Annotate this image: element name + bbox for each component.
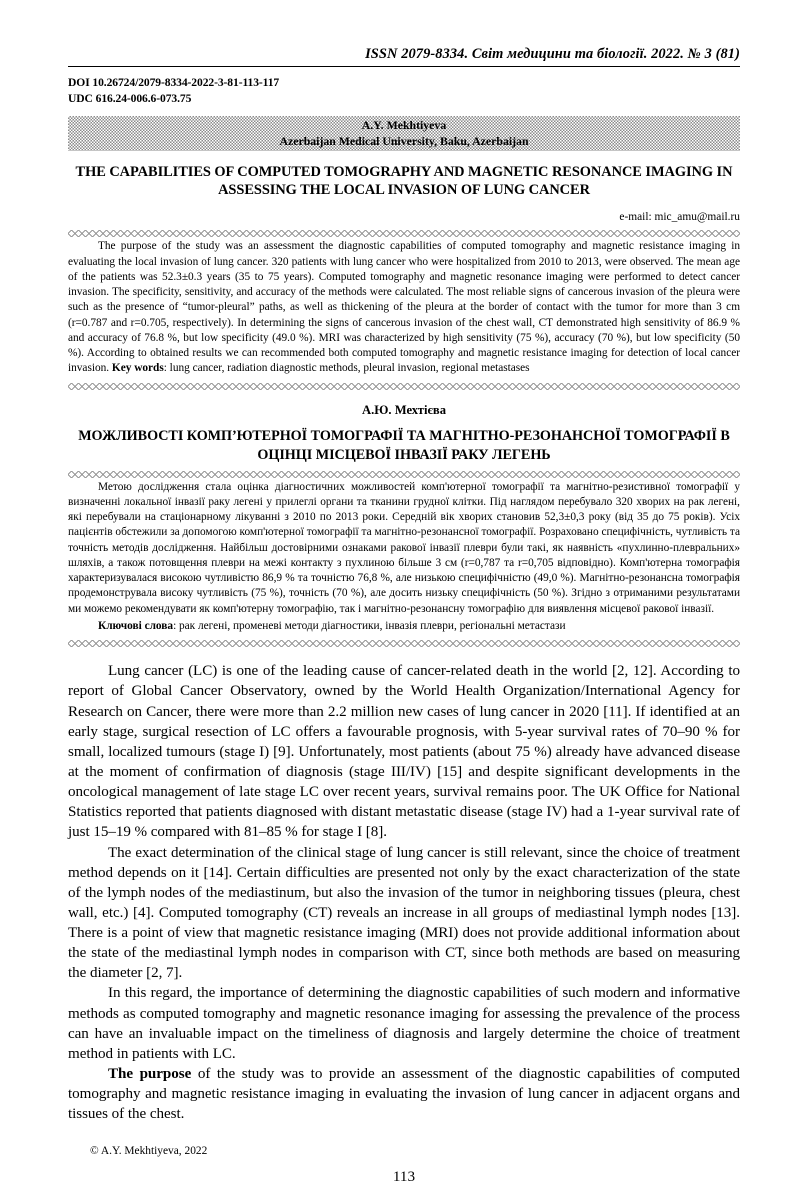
- purpose-label: The purpose: [108, 1066, 192, 1083]
- keywords-ua: : рак легені, променеві методи діагностики, інвазія плеври, регіональні метастази: [173, 619, 566, 632]
- body-paragraph-1: Lung cancer (LC) is one of the leading cause of cancer-related death in the world [2, 12]. According to report of Global Cancer Observatory, owned by the World Health Organization/International Agency for Research on Cancer, there were more than 2.2 million new cases of lung cancer in 2020 [11]. If identified at an early stage, surgical resection of LC offers a favourable prognosis, with 5-year survival rates of 70–90 % for small, localized tumours (stage I) [9]. Unfortunately, most patients (about 75 %) already have advanced disease at the moment of confirmation of diagnosis (stage III/IV) [15] and despite significant developments in the oncological management of late stage LC over recent years, survival remains poor. The UK Office for National Statistics reported that patients diagnosed with distant metastatic disease (stage IV) had a 1-year survival rate of just 15–19 % compared with 81–85 % for stage I [8].: [68, 663, 740, 841]
- running-head-issn: ISSN 2079-8334. Світ медицини та біології. 2022. № 3 (81): [365, 46, 740, 62]
- keywords-en: : lung cancer, radiation diagnostic methods, pleural invasion, regional metastases: [163, 362, 530, 375]
- identifier-block: [68, 75, 740, 107]
- zigzag-separator-bottom-en: [68, 383, 740, 390]
- abstract-ua: Метою дослідження стала оцінка діагностичних можливостей комп'ютерної томографії та магнітно-резистивної томографії у визначенні локальної інвазії раку легені у прилеглі органи та тканини грудної клітки. Під наглядом перебувало 320 хворих на рак легені, які перебували на стаціонарному лікуванні з 2010 по 2013 роки. Середній вік хворих становив 52,3±0,3 року (від 35 до 75 років). Усіх пацієнтів обстежили за допомогою комп'ютерної томографії та магнітно-резонансної томографії. Розраховано специфічність, чутливість та точність методів дослідження. Найбільш достовірними ознаками ракової інвазії плеври були такі, як наявність «пухлинно-плевральних» шляхів, а також потовщення плеври на межі контакту з пухлиною більше 3 см (r=0,787 та r=0,705 відповідно). Комп'ютерна томографія характеризувалася високою чутливістю 86,9 % та точністю 76,8 %, але низькою специфічністю (49,0 %). Магнітно-резонансна томографія продемонструвала високу чутливість (75 %), точність (70 %), але досить низьку специфічність (50 %). Згідно з отриманими результатами ми можемо рекомендувати як комп'ютерну томографію, так і магнітно-резонансну томографію для виявлення місцевої ракової інвазії.: [68, 480, 740, 615]
- abstract-en-text: The purpose of the study was an assessment the diagnostic capabilities of computed tomography and magnetic resistance imaging in evaluating the local invasion of lung cancer. 320 patients with lung cancer who were hospitalized from 2010 to 2013, were observed. The mean age of the patients was 52.3±0.3 years (35 to 75 years). Computed tomography and magnetic resonance imaging were performed to detect cancer invasion. The specificity, sensitivity, and accuracy of the methods were calculated. The most reliable signs of cancerous invasion of the pleura were such as the presence of “tumor-pleural” paths, as well as thickening of the pleura at the border of contact with the tumor for more than 3 cm (r=0.787 and r=0.705, respectively). In determining the signs of cancerous invasion of the chest wall, CT demonstrated high sensitivity of 86.9 % and accuracy of 76.8 %, but low specificity (49.0 %). MRI was characterized by high sensitivity (75 %), accuracy (70 %), but low specificity (50 %). According to obtained results we can recommended both computed tomography and magnetic resistance imaging for detection of local cancer invasion.: [68, 240, 740, 375]
- copyright-line: © A.Y. Mekhtiyeva, 2022: [90, 1145, 208, 1158]
- affiliation-en: Azerbaijan Medical University, Baku, Azerbaijan: [279, 134, 529, 149]
- keywords-label-ua: Ключові слова: [98, 619, 174, 632]
- zigzag-separator-top-en: [68, 230, 740, 237]
- purpose-text: of the study was to provide an assessment of the diagnostic capabilities of computed tomography and magnetic resistance imaging in evaluating the invasion of lung cancer in adjacent organs and tissues of the chest.: [68, 1066, 740, 1123]
- keywords-line-ua: [68, 619, 740, 634]
- contact-email: e-mail: mic_amu@mail.ru: [619, 210, 740, 223]
- author-affiliation-band: [68, 116, 740, 151]
- zigzag-separator-bottom-ua: [68, 640, 740, 647]
- udc-line: UDC 616.24-006.6-073.75: [68, 91, 192, 105]
- page-number: 113: [392, 1168, 416, 1186]
- author-name-ua: А.Ю. Мехтієва: [362, 402, 446, 417]
- body-paragraph-2: The exact determination of the clinical stage of lung cancer is still relevant, since the choice of treatment method depends on it [14]. Certain difficulties are presented not only by the exact characterization of the state of the lymph nodes of the mediastinum, but also the invasion of the tumor in neighboring tissues (pleura, chest wall, etc.) [4]. Computed tomography (CT) reveals an increase in all groups of mediastinal lymph nodes [13]. There is a point of view that magnetic resistance imaging (MRI) does not provide additional information about the state of the mediastinal lymph nodes in comparison with CT, since both methods are based on measuring the diameter [2, 7].: [68, 844, 740, 982]
- body-paragraph-purpose: [68, 1064, 740, 1124]
- header-rule: [68, 66, 740, 67]
- keywords-label-en: Key words: [111, 362, 164, 375]
- abstract-en: [68, 239, 740, 376]
- page-content: [68, 0, 740, 1186]
- article-title-en: THE CAPABILITIES OF COMPUTED TOMOGRAPHY AND MAGNETIC RESONANCE IMAGING IN ASSESSING THE LOCAL INVASION OF LUNG CANCER: [75, 163, 733, 199]
- doi-line: DOI 10.26724/2079-8334-2022-3-81-113-117: [68, 75, 280, 89]
- zigzag-separator-top-ua: [68, 471, 740, 478]
- article-title-ua: МОЖЛИВОСТІ КОМП’ЮТЕРНОЇ ТОМОГРАФІЇ ТА МАГНІТНО-РЕЗОНАНСНОЇ ТОМОГРАФІЇ В ОЦІНЦІ МІСЦЕВОЇ ІНВАЗІЇ РАКУ ЛЕГЕНЬ: [78, 427, 730, 463]
- body-paragraph-3: In this regard, the importance of determining the diagnostic capabilities of such modern and informative methods as computed tomography and magnetic resonance imaging for assessing the prevalence of the process can have an invaluable impact on the timeliness of diagnosis and largely determine the choice of treatment method in patients with LC.: [68, 985, 740, 1062]
- article-body: [68, 661, 740, 1124]
- author-name-en: A.Y. Mekhtiyeva: [361, 117, 447, 132]
